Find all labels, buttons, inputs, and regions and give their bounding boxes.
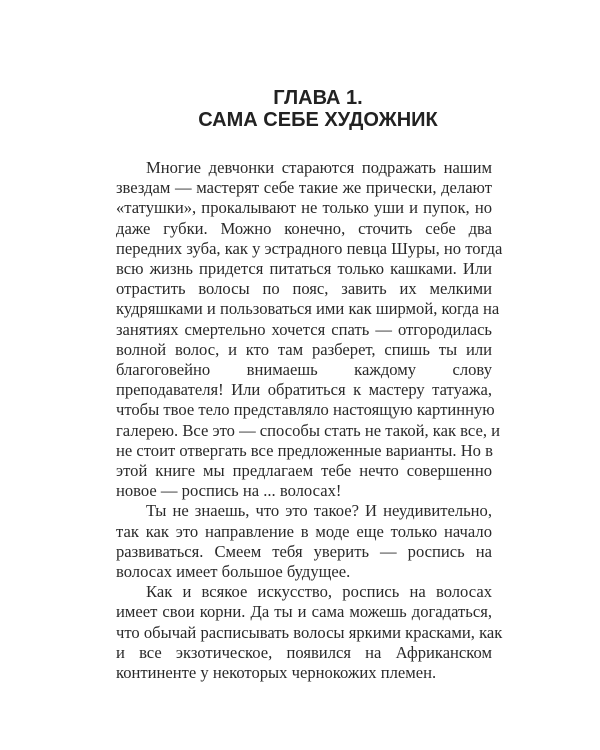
text-line: новое — роспись на ... волосах! bbox=[116, 481, 342, 501]
text-line: не стоит отвергать все предложенные варианты. Но в bbox=[116, 440, 493, 460]
text-line: Как и всякое искусство, роспись на волосах bbox=[146, 582, 492, 602]
text-line: континенте у некоторых чернокожих племен. bbox=[116, 663, 437, 683]
text-line: галерею. Все это — способы стать не такой, как все, и bbox=[116, 420, 501, 440]
text-line: кудряшками и пользоваться ими как ширмой, когда на bbox=[116, 299, 500, 319]
chapter-heading bbox=[118, 87, 518, 131]
text-line: передних зуба, как у эстрадного певца Шуры, но тогда bbox=[116, 238, 503, 258]
text-line: даже губки. Можно конечно, сточить себе два bbox=[116, 218, 492, 238]
paragraph bbox=[116, 582, 503, 683]
text-line: отрастить волосы по пояс, завить их мелкими bbox=[116, 279, 492, 299]
text-line: звездам — мастерят себе такие же прически, делают bbox=[116, 178, 492, 198]
text-line: чтобы твое тело представляло настоящую картинную bbox=[116, 400, 495, 420]
text-line: имеет свои корни. Да ты и сама можешь догадаться, bbox=[116, 602, 492, 622]
text-line: развиваться. Смеем тебя уверить — роспись на bbox=[116, 541, 492, 561]
text-line: так как это направление в моде еще только начало bbox=[116, 521, 492, 541]
text-line: что обычай расписывать волосы яркими красками, как bbox=[116, 622, 503, 642]
text-line: этой книге мы предлагаем тебе нечто совершенно bbox=[116, 461, 492, 481]
chapter-number: ГЛАВА 1. bbox=[273, 87, 363, 109]
chapter-body bbox=[116, 158, 503, 683]
text-line: благоговейно внимаешь каждому слову bbox=[116, 360, 492, 380]
paragraph bbox=[116, 501, 492, 582]
chapter-title: САМА СЕБЕ ХУДОЖНИК bbox=[198, 109, 438, 131]
text-line: «татушки», прокалывают не только уши и пупок, но bbox=[116, 198, 492, 218]
paragraph bbox=[116, 158, 503, 501]
text-line: волной волос, и кто там разберет, спишь ты или bbox=[116, 339, 492, 359]
text-line: волосах имеет большое будущее. bbox=[116, 562, 351, 582]
text-line: Многие девчонки стараются подражать нашим bbox=[146, 158, 492, 177]
text-line: преподавателя! Или обратиться к мастеру татуажа, bbox=[116, 380, 492, 400]
text-line: и все экзотическое, появился на Африканском bbox=[116, 642, 492, 662]
text-line: всю жизнь придется питаться только кашками. Или bbox=[116, 259, 492, 279]
text-line: занятиях смертельно хочется спать — отгородилась bbox=[116, 319, 492, 339]
text-line: Ты не знаешь, что это такое? И неудивительно, bbox=[146, 501, 492, 521]
